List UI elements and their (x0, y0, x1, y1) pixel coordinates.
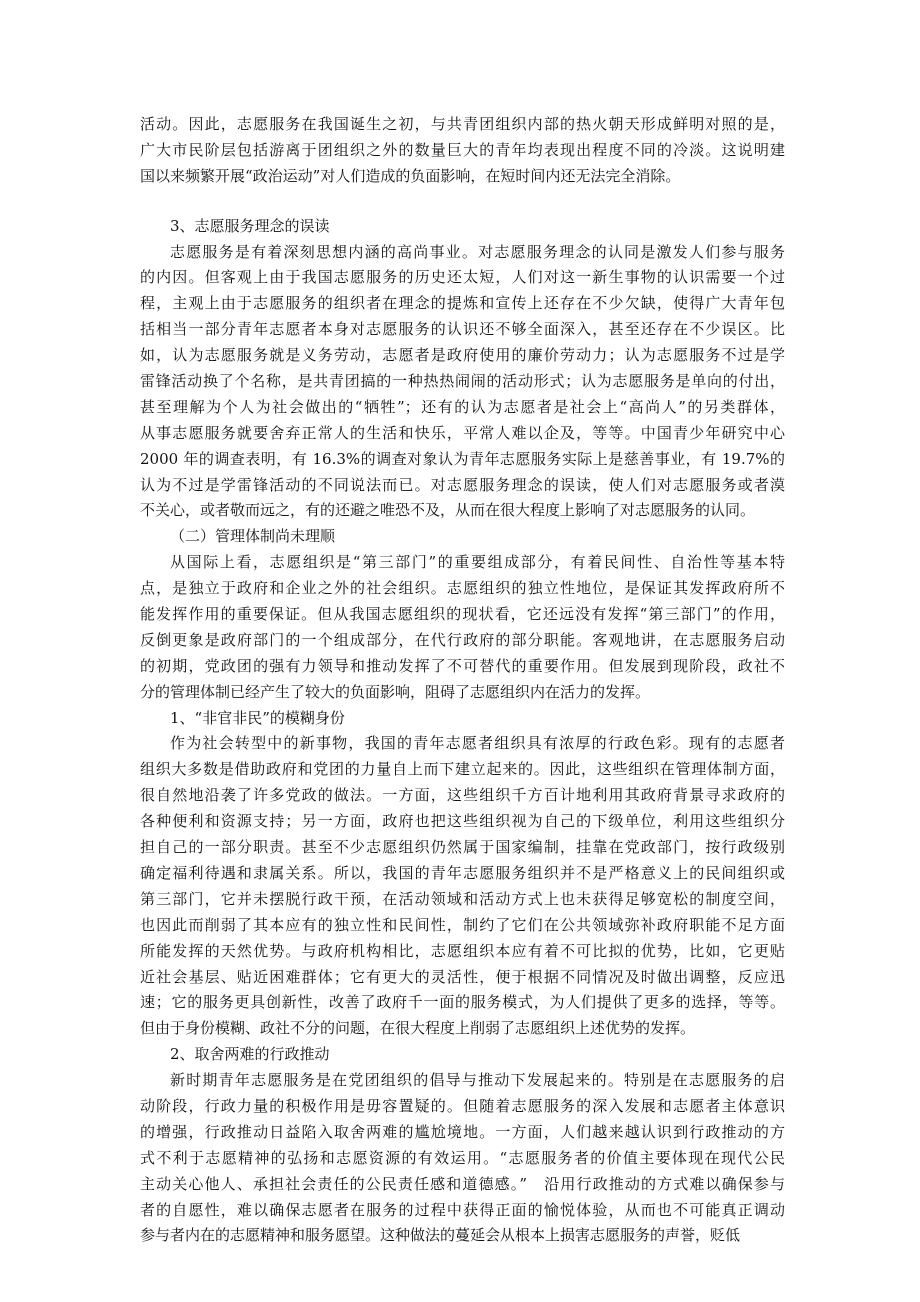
text-line: 甚至理解为个人为社会做出的“牺牲”；还有的认为志愿者是社会上“高尚人”的另类群体， (140, 397, 785, 416)
text-line: 不关心，或者敬而远之，有的还避之唯恐不及，从而在很大程度上影响了对志愿服务的认同。 (140, 501, 756, 520)
text-line: 国以来频繁开展“政治运动”对人们造成的负面影响，在短时间内还无法完全消除。 (140, 166, 681, 185)
text-line: 担自己的一部分职责。甚至不少志愿组织仍然属于国家编制，挂靠在党政部门，按行政级别 (140, 838, 785, 857)
text-line: 者的自愿性，难以确保志愿者在服务的过程中获得正面的愉悦体验，从而也不可能真正调动 (140, 1200, 785, 1219)
text-line: 也因此而削弱了其本应有的独立性和民间性，制约了它们在公共领域弥补政府职能不足方面 (140, 915, 785, 934)
text-line: 速；它的服务更具创新性，改善了政府千一面的服务模式，为人们提供了更多的选择，等等。 (140, 993, 785, 1012)
text-line: 反倒更象是政府部门的一个组成部分，在代行政府的部分职能。客观地讲，在志愿服务启动 (140, 630, 785, 649)
paragraph (140, 240, 785, 525)
text-line: 程，主观上由于志愿服务的组织者在理念的提炼和宣传上还存在不少欠缺，使得广大青年包 (140, 294, 785, 313)
text-line: 点，是独立于政府和企业之外的社会组织。志愿组织的独立性地位，是保证其发挥政府所不 (140, 579, 785, 598)
text-line: 参与者内在的志愿精神和服务愿望。这种做法的蔓延会从根本上损害志愿服务的声誉，贬低 (140, 1226, 741, 1245)
text-line: 志愿服务是有着深刻思想内涵的高尚事业。对志愿服务理念的认同是激发人们参与服务 (170, 242, 785, 261)
section-heading: （二）管理体制尚未理顺 (170, 527, 336, 546)
text-line: 活动。因此，志愿服务在我国诞生之初，与共青团组织内部的热火朝天形成鲜明对照的是， (140, 115, 785, 133)
text-line: 新时期青年志愿服务是在党团组织的倡导与推动下发展起来的。特别是在志愿服务的启 (170, 1071, 785, 1090)
text-line: 确定福利待遇和隶属关系。所以，我国的青年志愿服务组织并不是严格意义上的民间组织或 (140, 863, 785, 882)
text-line: 第三部门，它并未摆脱行政干预，在活动领域和活动方式上也未获得足够宽松的制度空间， (140, 889, 785, 908)
text-line: 的内因。但客观上由于我国志愿服务的历史还太短，人们对这一新生事物的认识需要一个过 (140, 268, 785, 287)
text-line: 2000 年的调查表明，有 16.3%的调查对象认为青年志愿服务实际上是慈善事业，有 19.7%的 (140, 449, 785, 468)
text-line: 能发挥作用的重要保证。但从我国志愿组织的现状看，它还远没有发挥“第三部门”的作用， (140, 605, 785, 624)
text-line: 分的管理体制已经产生了较大的负面影响，阻碍了志愿组织内在活力的发挥。 (140, 682, 651, 701)
text-line: 所能发挥的天然优势。与政府机构相比，志愿组织本应有着不可比拟的优势，比如，它更贴 (140, 941, 785, 960)
text-line: 作为社会转型中的新事物，我国的青年志愿者组织具有浓厚的行政色彩。现有的志愿者 (170, 734, 785, 753)
text-line: 主动关心他人、承担社会责任的公民责任感和道德感。” 沿用行政推动的方式难以确保参与 (140, 1174, 785, 1193)
text-line: 括相当一部分青年志愿者本身对志愿服务的认识还不够全面深入，甚至还存在不少误区。比 (140, 320, 785, 339)
paragraph (140, 112, 785, 190)
text-line: 从国际上看，志愿组织是“第三部门”的重要组成部分，有着民间性、自治性等基本特 (170, 553, 785, 572)
text-line: 雷锋活动换了个名称，是共青团搞的一种热热闹闹的活动形式；认为志愿服务是单向的付出， (140, 372, 785, 391)
paragraph-gap (140, 190, 785, 214)
text-line: 很自然地沿袭了许多党政的做法。一方面，这些组织千方百计地利用其政府背景寻求政府的 (140, 786, 785, 805)
text-line: 的增强，行政推动日益陷入取舍两难的尴尬境地。一方面，人们越来越认识到行政推动的方 (140, 1122, 785, 1141)
paragraph (140, 731, 785, 1042)
document-page (140, 112, 785, 1249)
section-heading: 3、志愿服务理念的误读 (170, 216, 330, 235)
section-heading: 2、取舍两难的行政推动 (170, 1045, 330, 1064)
text-line: 动阶段，行政力量的积极作用是毋容置疑的。但随着志愿服务的深入发展和志愿者主体意识 (140, 1096, 785, 1115)
text-line: 认为不过是学雷锋活动的不同说法而已。对志愿服务理念的误读，使人们对志愿服务或者漠 (140, 475, 785, 494)
paragraph (140, 550, 785, 705)
text-line: 如，认为志愿服务就是义务劳动，志愿者是政府使用的廉价劳动力；认为志愿服务不过是学 (140, 346, 785, 365)
text-line: 广大市民阶层包括游离于团组织之外的数量巨大的青年均表现出程度不同的冷淡。这说明建 (140, 140, 785, 159)
text-line: 从事志愿服务就要舍弃正常人的生活和快乐，平常人难以企及，等等。中国青少年研究中心 (140, 423, 785, 442)
text-line: 式不利于志愿精神的弘扬和志愿资源的有效运用。“志愿服务者的价值主要体现在现代公民 (140, 1148, 785, 1167)
text-line: 各种便利和资源支持；另一方面，政府也把这些组织视为自己的下级单位，利用这些组织分 (140, 812, 785, 831)
paragraph (140, 1068, 785, 1249)
section-heading: 1、“非官非民”的模糊身份 (170, 708, 345, 727)
text-line: 但由于身份模糊、政社不分的问题，在很大程度上削弱了志愿组织上述优势的发挥。 (140, 1019, 696, 1038)
text-line: 组织大多数是借助政府和党团的力量自上而下建立起来的。因此，这些组织在管理体制方面， (140, 760, 785, 779)
text-line: 的初期，党政团的强有力领导和推动发挥了不可替代的重要作用。但发展到现阶段，政社不 (140, 656, 785, 675)
text-line: 近社会基层、贴近困难群体；它有更大的灵活性，便于根据不同情况及时做出调整，反应迅 (140, 967, 785, 986)
